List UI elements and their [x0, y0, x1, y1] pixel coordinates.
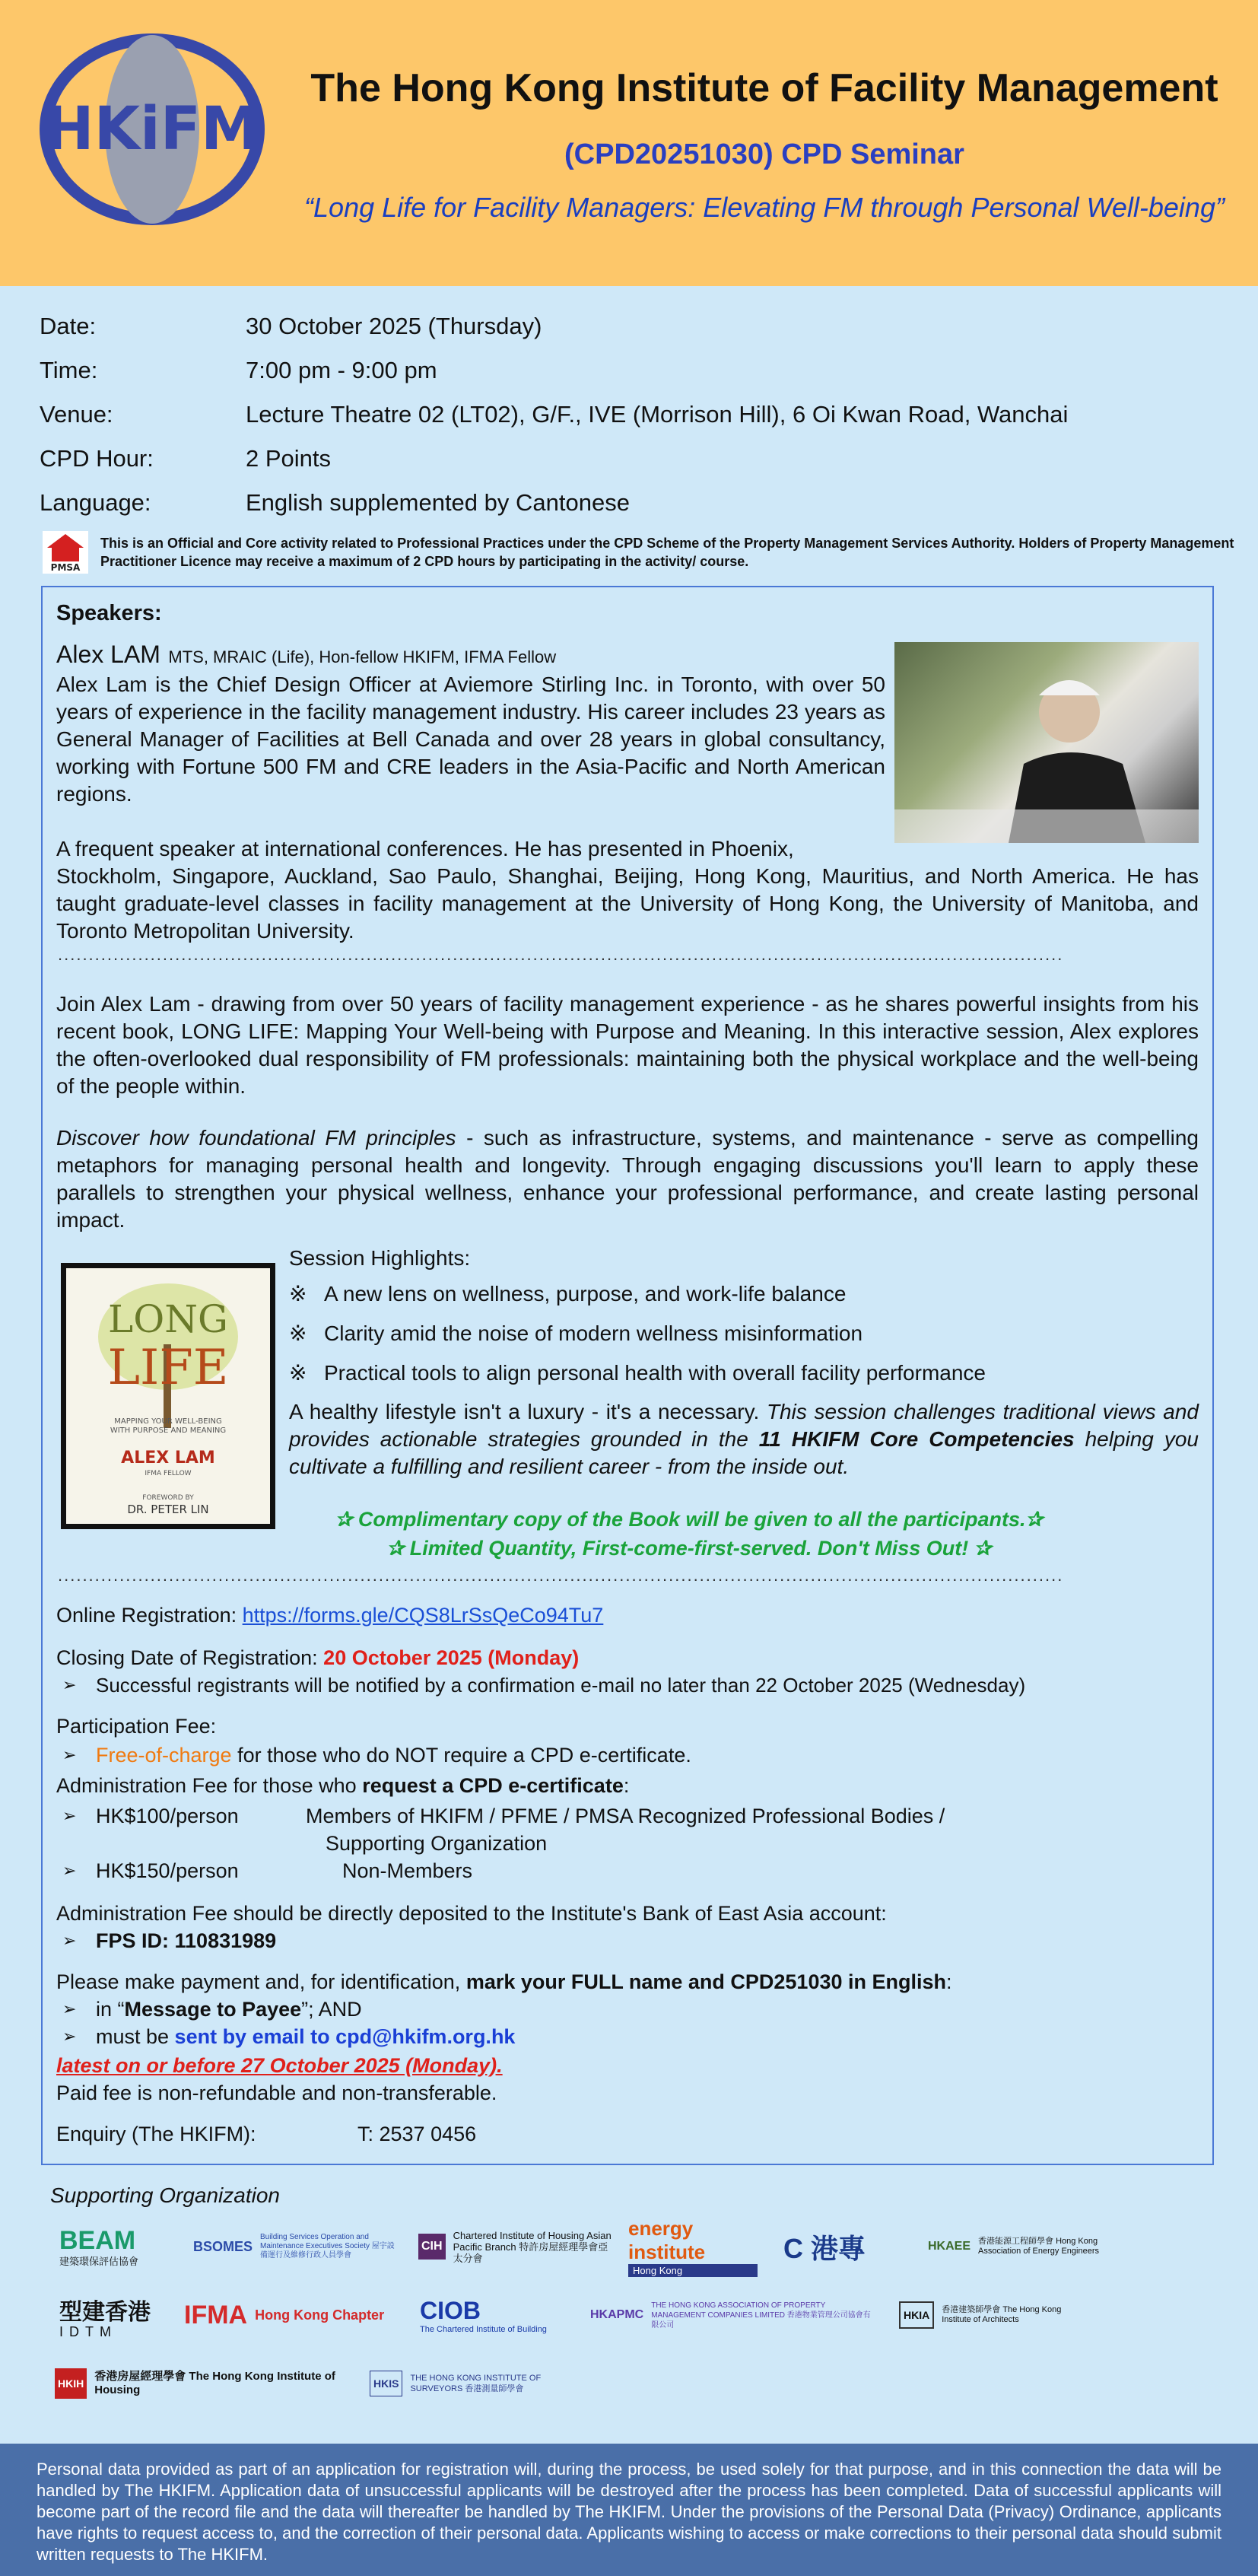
highlight-mark-icon: ※ — [289, 1321, 307, 1345]
notify-bullet — [56, 1674, 1025, 1697]
org-logo-bsomes — [193, 2221, 399, 2272]
admin-label-a: Administration Fee for those who — [56, 1774, 363, 1797]
org-mark: CIOB — [420, 2296, 481, 2324]
arrow-icon: ➢ — [62, 1931, 77, 1950]
speaker-photo — [894, 642, 1199, 843]
free-rest: for those who do NOT require a CPD e-certificate. — [231, 1744, 691, 1767]
fee1-price: HK$100/person — [96, 1805, 239, 1827]
event-info — [40, 304, 1226, 525]
deposit-text: Administration Fee should be directly deposited to the Institute's Bank of East Asia account: — [56, 1902, 887, 1925]
cpd-value: 2 Points — [246, 445, 332, 472]
time-label: Time: — [40, 357, 98, 383]
org-mark: CIH — [418, 2234, 446, 2260]
book-foreword-name: DR. PETER LIN — [127, 1503, 209, 1516]
speaker-credentials: MTS, MRAIC (Life), Hon-fellow HKIFM, IFMA Fellow — [168, 647, 557, 666]
highlight-item — [289, 1321, 862, 1346]
info-row-date — [40, 304, 1226, 348]
date-label: Date: — [40, 313, 97, 339]
org-logo-energy — [628, 2216, 758, 2276]
time-value: 7:00 pm - 9:00 pm — [246, 357, 437, 383]
institute-title: The Hong Kong Institute of Facility Management — [310, 66, 1218, 110]
org-mark: HKIH — [55, 2368, 87, 2399]
book-author-title: IFMA FELLOW — [145, 1470, 192, 1477]
fee-label: Participation Fee: — [56, 1715, 217, 1738]
org-text: IDTM — [59, 2323, 117, 2339]
org-text: The Chartered Institute of Building — [420, 2324, 547, 2334]
fps-bullet — [56, 1929, 276, 1953]
org-logo-hkaee — [928, 2221, 1110, 2272]
arrow-icon: ➢ — [62, 1675, 77, 1694]
pmsa-logo-text: PMSA — [50, 562, 81, 573]
highlight-mark-icon: ※ — [289, 1282, 307, 1305]
org-logo-ifma — [184, 2290, 389, 2340]
summary-a: A healthy lifestyle isn't a luxury - it's a necessary. — [289, 1400, 767, 1423]
highlight-item — [289, 1360, 986, 1385]
enquiry — [56, 2123, 476, 2146]
summary-c: helping you cultivate a fulfilling and resilient career - from the inside out. — [289, 1427, 1199, 1478]
nonrefund-text: Paid fee is non-refundable and non-transferable. — [56, 2081, 497, 2104]
org-mark: C 港專 — [783, 2232, 866, 2264]
message-bullet — [56, 1998, 362, 2021]
description-rest: - such as infrastructure, systems, and maintenance - serve as compelling metaphors for managing personal health and longevity. Through engaging discussions you'll learn to apply these parallels to strengthen your physical wellness, enhance your professional performance, and create lasting personal impact. — [56, 1126, 1199, 1232]
promo-line-2: ✰ Limited Quantity, First-come-first-served. Don't Miss Out! ✰ — [386, 1537, 992, 1560]
summary-bold: 11 HKIFM Core Competencies — [758, 1427, 1075, 1451]
org-text: Building Services Operation and Maintenance Executives Society 屋宇設備運行及維修行政人員學會 — [260, 2233, 395, 2260]
speaker-name: Alex LAM — [56, 641, 160, 668]
logo-text: HKiFM — [44, 95, 260, 164]
language-label: Language: — [40, 489, 151, 516]
date-value: 30 October 2025 (Thursday) — [246, 313, 542, 339]
fee2-desc: Non-Members — [342, 1859, 473, 1882]
supporting-title: Supporting Organization — [50, 2183, 280, 2207]
info-row-language — [40, 481, 1226, 525]
org-text: Hong Kong — [628, 2264, 758, 2277]
info-row-venue — [40, 393, 1226, 437]
highlight-text: Clarity amid the noise of modern wellness misinformation — [324, 1321, 863, 1345]
highlights-summary — [289, 1398, 1199, 1480]
privacy-text: Personal data provided as part of an application for registration will, during the process, be used solely for that purpose, and in this connection the data will be handled by The HKIFM. Application data of unsuccessful applicants will be destroyed after the process has been completed. Data of successful applicants will become part of the record file and the data will thereafter be handled by The HKIFM. Under the provisions of the Personal Data (Privacy) Ordinance, applicants have rights to request access to, and the correction of their personal data. Applicants wishing to access or make corrections to their personal data should submit written requests to The HKIFM. — [37, 2460, 1221, 2564]
org-logo-cih — [418, 2221, 616, 2272]
speaker-bio-2b: Stockholm, Singapore, Auckland, Sao Paulo, Shanghai, Beijing, Hong Kong, Mauritius, and North America. He has taught graduate-level classes in facility management at the University of Hong Kong, the University of Manitoba, and Toronto Metropolitan University. — [56, 864, 1199, 943]
org-logo-hkis — [370, 2358, 545, 2409]
org-mark: HKAPMC — [590, 2308, 644, 2321]
org-text: 香港能源工程師學會 Hong Kong Association of Energy Engineers — [978, 2237, 1099, 2256]
org-logo-hkia — [899, 2290, 1082, 2340]
description-para-2 — [56, 1124, 1199, 1234]
org-text: Hong Kong Chapter — [255, 2307, 385, 2323]
org-text: THE HONG KONG ASSOCIATION OF PROPERTY MANAGEMENT COMPANIES LIMITED 香港物業管理公司協會有限公司 — [651, 2301, 871, 2330]
seminar-code: (CPD20251030) CPD Seminar — [564, 138, 964, 170]
payment-a: Please make payment and, for identification, — [56, 1970, 466, 1993]
org-text: 建築環保評估協會 — [59, 2256, 139, 2267]
description-italic: Discover how foundational FM principles — [56, 1126, 456, 1150]
book-subtitle: MAPPING YOUR WELL-BEING WITH PURPOSE AND MEANING — [110, 1417, 227, 1435]
org-mark: HKIA — [899, 2301, 934, 2329]
fee-bullet-2 — [56, 1859, 472, 1883]
venue-value: Lecture Theatre 02 (LT02), G/F., IVE (Morrison Hill), 6 Oi Kwan Road, Wanchai — [246, 401, 1069, 428]
email-bullet — [56, 2025, 515, 2049]
summary-b: This session challenges traditional views and provides actionable strategies grounded in the — [289, 1400, 1199, 1451]
divider-dots-2: ................................................................................................................................................................... — [58, 1566, 1064, 1585]
main-content-box — [41, 586, 1214, 2165]
org-mark: BEAM — [59, 2226, 136, 2255]
pmsa-notice — [43, 531, 1234, 574]
fee2-price: HK$150/person — [96, 1859, 239, 1882]
fee1-desc-2: Supporting Organization — [326, 1832, 548, 1855]
highlight-text: Practical tools to align personal health with overall facility performance — [324, 1360, 986, 1385]
arrow-icon: ➢ — [62, 1999, 77, 2018]
arrow-icon: ➢ — [62, 1806, 77, 1825]
book-title-life: LIFE — [107, 1340, 229, 1396]
payment-b: mark your FULL name and CPD251030 in English — [465, 1970, 947, 1993]
description-para-1: Join Alex Lam - drawing from over 50 years of facility management experience - as he shares powerful insights from his recent book, LONG LIFE: Mapping Your Well-being with Purpose and Meaning. In this interactive session, Alex explores the often-overlooked dual responsibility of FM professionals: maintaining both the physical workplace and the well-being of the people within. — [56, 992, 1199, 1098]
seminar-topic: “Long Life for Facility Managers: Elevating FM through Personal Well-being” — [304, 192, 1225, 223]
msg-c: ”; AND — [301, 1998, 362, 2021]
online-registration — [56, 1604, 603, 1627]
email-a: must be — [96, 2025, 175, 2048]
org-logo-hkapmc — [590, 2290, 872, 2340]
book-foreword-label: FOREWORD BY — [142, 1494, 194, 1502]
book-author: ALEX LAM — [121, 1449, 215, 1468]
org-text: THE HONG KONG INSTITUTE OF SURVEYORS 香港測量師學會 — [410, 2374, 542, 2393]
org-mark: HKIS — [370, 2371, 402, 2396]
msg-a: in “ — [96, 1998, 125, 2021]
fee1-desc: Members of HKIFM / PFME / PMSA Recognized Professional Bodies / — [306, 1805, 945, 1827]
org-mark: 型建香港 — [59, 2299, 151, 2325]
book-cover — [61, 1263, 275, 1529]
header-banner — [0, 0, 1258, 286]
email-link[interactable]: sent by email to cpd@hkifm.org.hk — [174, 2025, 516, 2048]
fee-bullet-1 — [56, 1805, 945, 1828]
admin-fee-label — [56, 1774, 629, 1798]
arrow-icon: ➢ — [62, 2027, 77, 2046]
highlight-item — [289, 1281, 846, 1306]
closing-date-label: Closing Date of Registration: — [56, 1646, 324, 1669]
hkifm-logo — [38, 30, 266, 228]
registration-link[interactable]: https://forms.gle/CQS8LrSsQeCo94Tu7 — [242, 1604, 604, 1627]
pmsa-text: This is an Official and Core activity related to Professional Practices under the CPD Scheme of the Property Management Services Authority. Holders of Property Management Practitioner Licence may receive a maximum of 2 CPD hours by participating in the activity/ course. — [100, 536, 1234, 569]
org-text: 香港房屋經理學會 The Hong Kong Institute of Housing — [94, 2370, 335, 2396]
msg-b: Message to Payee — [124, 1998, 302, 2021]
payment-deadline: latest on or before 27 October 2025 (Monday). — [56, 2054, 503, 2077]
highlights-heading: Session Highlights: — [289, 1246, 471, 1270]
info-row-time — [40, 348, 1226, 393]
free-bullet — [56, 1744, 691, 1767]
pmsa-logo — [43, 531, 88, 574]
speaker-bio-2a: A frequent speaker at international conferences. He has presented in Phoenix, — [56, 837, 794, 860]
payment-text — [56, 1970, 952, 1994]
speakers-heading: Speakers: — [56, 601, 162, 625]
admin-label-c: : — [623, 1774, 630, 1797]
admin-label-b: request a CPD e-certificate — [362, 1774, 624, 1797]
enquiry-label: Enquiry (The HKIFM): — [56, 2123, 256, 2145]
org-mark: energy institute — [628, 2216, 706, 2263]
fps-id: FPS ID: 110831989 — [96, 1929, 277, 1952]
arrow-icon: ➢ — [62, 1861, 77, 1880]
org-logo-hkct — [783, 2221, 897, 2272]
org-text: 香港建築師學會 The Hong Kong Institute of Architects — [942, 2305, 1062, 2324]
org-logo-hkih — [55, 2358, 344, 2409]
highlight-mark-icon: ※ — [289, 1361, 307, 1385]
free-text: Free-of-charge — [96, 1744, 232, 1767]
highlight-text: A new lens on wellness, purpose, and work-life balance — [324, 1281, 847, 1305]
promo-line-1: ✰ Complimentary copy of the Book will be given to all the participants.✰ — [335, 1508, 1044, 1531]
closing-date-value: 20 October 2025 (Monday) — [323, 1646, 580, 1669]
org-logo-ciob — [420, 2290, 572, 2340]
notify-text: Successful registrants will be notified by a confirmation e-mail no later than 22 October 2025 (Wednesday) — [96, 1674, 1026, 1697]
privacy-footer — [0, 2444, 1258, 2576]
org-mark: HKAEE — [928, 2240, 971, 2253]
org-logo-beam — [59, 2221, 173, 2272]
org-mark: BSOMES — [193, 2238, 253, 2254]
language-value: English supplemented by Cantonese — [246, 489, 630, 516]
org-text: Chartered Institute of Housing Asian Pacific Branch 特許房屋經理學會亞太分會 — [453, 2229, 612, 2264]
payment-c: : — [946, 1970, 952, 1993]
speaker-name-line — [56, 641, 885, 669]
venue-label: Venue: — [40, 401, 113, 428]
speaker-bio-1: Alex Lam is the Chief Design Officer at Aviemore Stirling Inc. in Toronto, with over 50 years of experience in the facility management industry. His career includes 23 years as General Manager of Facilities at Bell Canada and over 28 years in global consultancy, working with Fortune 500 FM and CRE leaders in the Asia-Pacific and North American regions. — [56, 673, 885, 806]
online-registration-label: Online Registration: — [56, 1604, 243, 1627]
cpd-label: CPD Hour: — [40, 445, 154, 472]
book-cover-inner — [66, 1268, 270, 1524]
book-title-long: LONG — [108, 1297, 228, 1341]
divider-dots-1: ................................................................................................................................................................... — [58, 945, 1064, 964]
enquiry-phone: T: 2537 0456 — [357, 2123, 477, 2145]
org-mark: IFMA — [184, 2300, 248, 2330]
org-logo-idtm — [59, 2290, 173, 2340]
arrow-icon: ➢ — [62, 1745, 77, 1764]
info-row-cpd — [40, 437, 1226, 481]
closing-date — [56, 1646, 579, 1670]
